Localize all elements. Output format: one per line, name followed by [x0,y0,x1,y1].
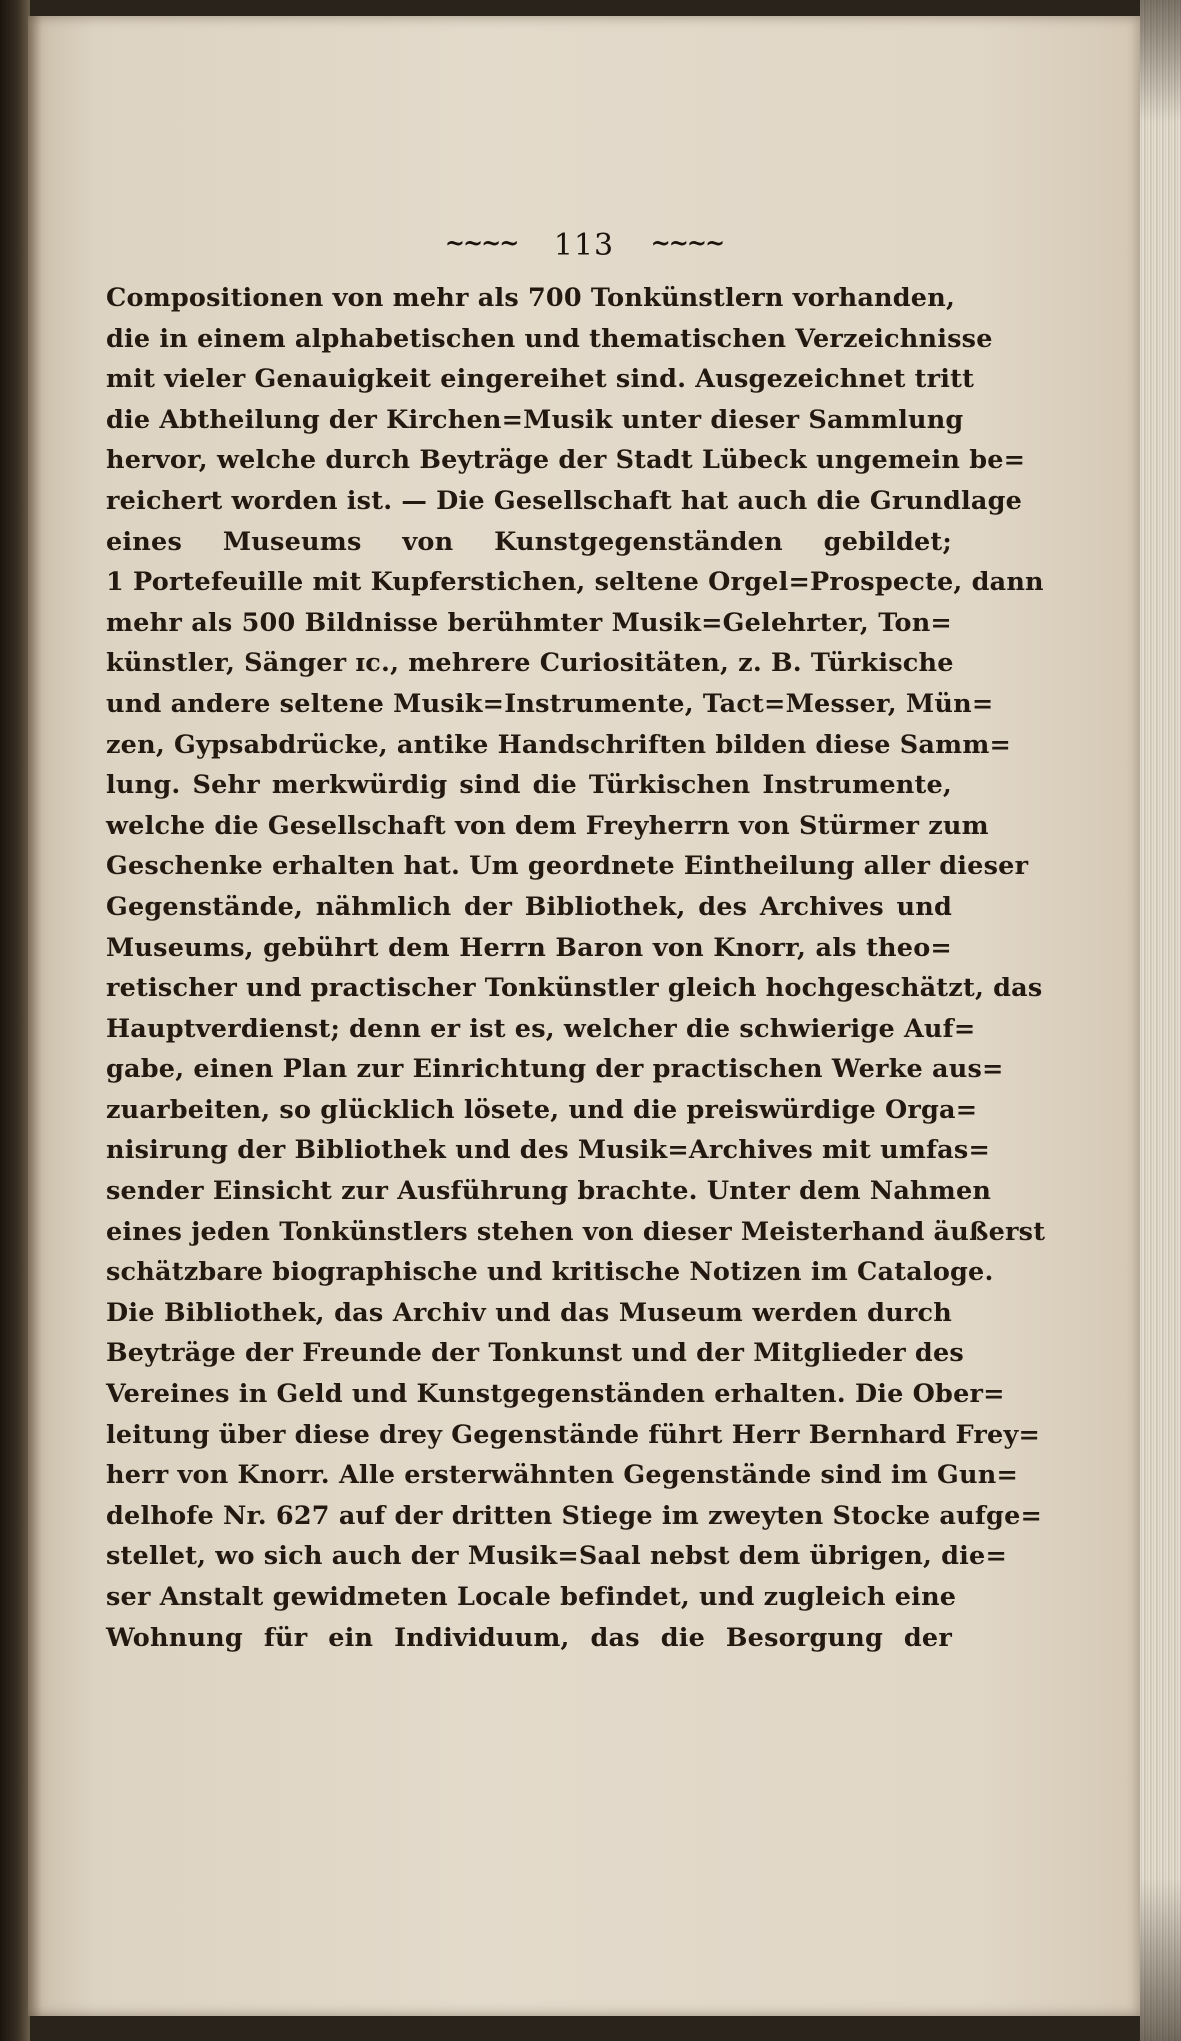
text-line: Compositionen von mehr als 700 Tonkünstlern vorhanden, [106,283,956,313]
page-number: 113 [553,228,615,263]
body-text [106,278,1046,1658]
gutter-shadow [28,16,42,2016]
text-line: lung. Sehr merkwürdig sind die Türkischen Instrumente, [106,770,952,801]
text-line: Die Bibliothek, das Archiv und das Museum werden durch [106,1297,952,1328]
header-ornament-right: ~~~~ [650,228,724,257]
text-line: zen, Gypsabdrücke, antike Handschriften bilden diese Samm= [106,729,1012,760]
text-line: delhofe Nr. 627 auf der dritten Stiege im zweyten Stocke aufge= [106,1500,1043,1531]
text-line: zuarbeiten, so glücklich lösete, und die preiswürdige Orga= [106,1094,978,1125]
text-line: Geschenke erhalten hat. Um geordnete Eintheilung aller dieser [106,851,1029,882]
text-line: retischer und practischer Tonkünstler gleich hochgeschätzt, das [106,973,1043,1004]
text-line: hervor, welche durch Beyträge der Stadt Lübeck ungemein be= [106,445,1026,476]
text-line: künstler, Sänger ɪc., mehrere Curiositäten, z. B. Türkische [106,648,954,679]
text-line: Beyträge der Freunde der Tonkunst und der Mitglieder des [106,1338,964,1369]
text-line: Vereines in Geld und Kunstgegenständen erhalten. Die Ober= [106,1379,1005,1410]
text-line: leitung über diese drey Gegenstände führt Herr Bernhard Frey= [106,1419,1041,1450]
text-line: Hauptverdienst; denn er ist es, welcher die schwierige Auf= [106,1013,976,1044]
text-line: Museums, gebührt dem Herrn Baron von Knorr, als theo= [106,932,952,963]
text-line: mit vieler Genauigkeit eingereihet sind. Ausgezeichnet tritt [106,364,975,395]
text-line: ser Anstalt gewidmeten Locale befindet, und zugleich eine [106,1582,957,1612]
page-sheet [28,16,1140,2016]
text-line: reichert worden ist. — Die Gesellschaft hat auch die Grundlage [106,485,1023,516]
page-edges-shadow [1140,0,1181,2041]
text-line: mehr als 500 Bildnisse berühmter Musik=Gelehrter, Ton= [106,607,952,638]
text-line: sender Einsicht zur Ausführung brachte. Unter dem Nahmen [106,1176,992,1207]
text-line: die in einem alphabetischen und thematischen Verzeichnisse [106,323,993,354]
text-line: gabe, einen Plan zur Einrichtung der practischen Werke aus= [106,1054,1004,1085]
text-line: eines jeden Tonkünstlers stehen von dieser Meisterhand äußerst [106,1216,1046,1247]
text-line: eines Museums von Kunstgegenständen gebildet; [106,526,952,557]
text-line: welche die Gesellschaft von dem Freyherrn von Stürmer zum [106,810,989,841]
text-line: Wohnung für ein Individuum, das die Besorgung der [106,1622,952,1653]
header-ornament-left: ~~~~ [444,228,518,257]
text-line: 1 Portefeuille mit Kupferstichen, seltene Orgel=Prospecte, dann [106,567,1044,598]
text-line: die Abtheilung der Kirchen=Musik unter dieser Sammlung [106,404,964,435]
text-line: Gegenstände, nähmlich der Bibliothek, des Archives und [106,891,952,922]
text-line: nisirung der Bibliothek und des Musik=Archives mit umfas= [106,1135,991,1166]
book-binding-left [0,0,30,2041]
text-line: schätzbare biographische und kritische Notizen im Cataloge. [106,1257,994,1288]
page-header [28,228,1140,263]
text-line: stellet, wo sich auch der Musik=Saal nebst dem übrigen, die= [106,1541,1008,1572]
text-line: herr von Knorr. Alle ersterwähnten Gegenstände sind im Gun= [106,1460,1019,1491]
text-line: und andere seltene Musik=Instrumente, Tact=Messer, Mün= [106,688,994,719]
